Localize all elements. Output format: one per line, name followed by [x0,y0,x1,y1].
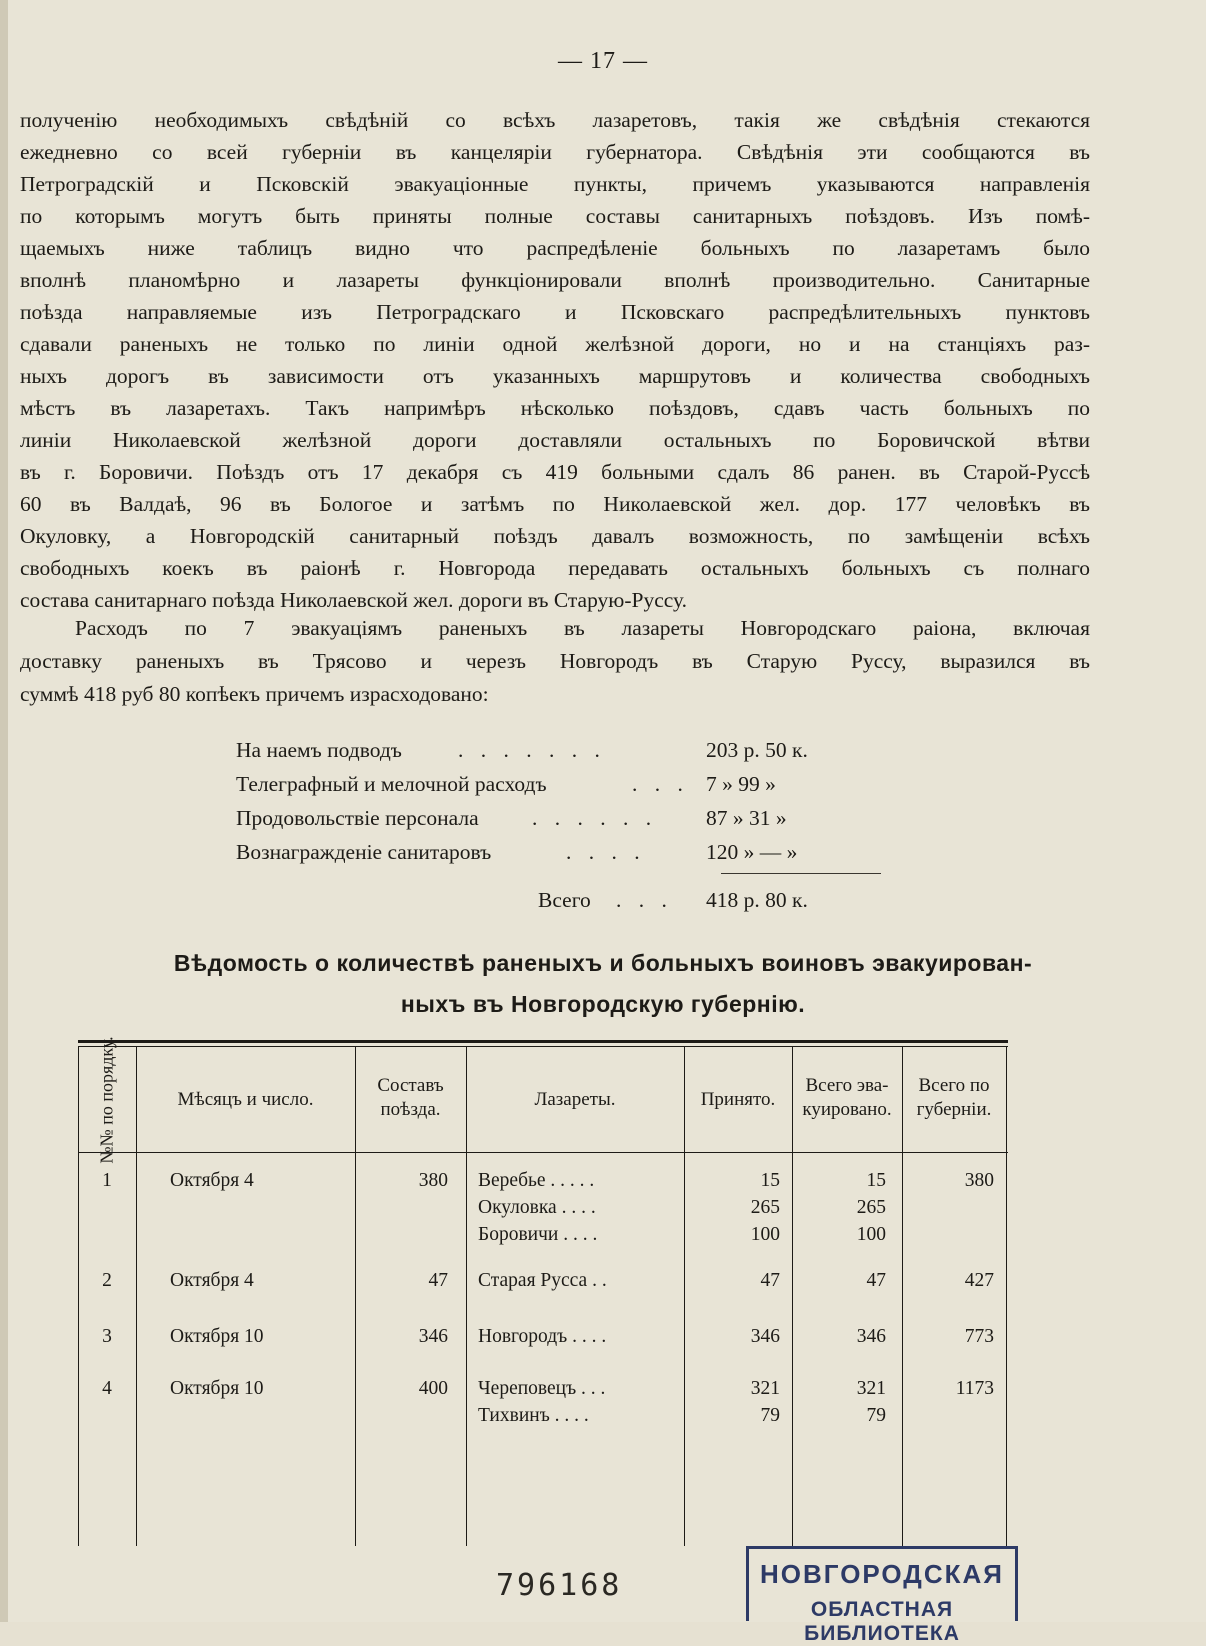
hospital-evacuated: 265 [856,1197,886,1218]
row-date: Октября 4 [170,1270,254,1291]
text-line: сдавали раненыхъ не только по линіи одной желѣзной дороги, но и на станціяхъ раз- [20,332,1090,356]
hospital-evacuated: 15 [866,1170,886,1191]
hospital-name: Веребье . . . . . [478,1170,595,1191]
text-line: линіи Николаевской желѣзной дороги доставляли остальныхъ по Боровичской вѣтви [20,428,1090,452]
expense-row [236,772,876,806]
header-date: Мѣсяцъ и число. [177,1089,314,1110]
expense-amount: 7 » 99 » [706,772,776,796]
hospital-received: 47 [760,1270,780,1291]
row-train: 380 [418,1170,448,1191]
hospital-evacuated: 321 [856,1378,886,1399]
text-line: вполнѣ планомѣрно и лазареты функціонировали вполнѣ производительно. Санитарные [20,268,1090,292]
text-line: по которымъ могутъ быть приняты полные составы санитарныхъ поѣздовъ. Изъ помѣ- [20,204,1090,228]
row-train: 346 [418,1326,448,1347]
row-province-total: 427 [964,1270,994,1291]
expense-dots: . . . . . . . [458,738,606,762]
hospital-name: Окуловка . . . . [478,1197,596,1218]
total-amount: 418 р. 80 к. [706,888,808,912]
col-divider [466,1046,467,1546]
table-rule-top [78,1040,1008,1043]
total-label: Всего [538,888,591,912]
text-line: ныхъ дорогъ въ зависимости отъ указанныхъ маршрутовъ и количества свободныхъ [20,364,1090,388]
hospital-name: Старая Русса . . [478,1270,607,1291]
header-train: Составъ поѣзда. [377,1075,444,1120]
text-line: 60 въ Валдаѣ, 96 въ Бологое и затѣмъ по Николаевской жел. дор. 177 человѣкъ въ [20,492,1090,516]
header-num-label: №№ по порядку. [97,1036,117,1164]
page-number: — 17 — [558,48,648,74]
expense-amount: 120 » — » [706,840,798,864]
header-received: Принято. [700,1089,776,1110]
header-evacuated: Всего эва- куировано. [802,1075,892,1120]
row-province-total: 380 [964,1170,994,1191]
hospital-name: Боровичи . . . . [478,1224,598,1245]
hospital-received: 100 [750,1224,780,1245]
expense-amount: 203 р. 50 к. [706,738,808,762]
total-dots: . . . [616,888,673,912]
text-line: въ г. Боровичи. Поѣздъ отъ 17 декабря съ 419 больными сдалъ 86 ранен. въ Старой-Руссѣ [20,460,1090,484]
text-line: мѣстъ въ лазаретахъ. Такъ напримѣръ нѣсколько поѣздовъ, сдавъ часть больныхъ по [20,396,1090,420]
expense-amount: 87 » 31 » [706,806,787,830]
stamp-line-2: ОБЛАСТНАЯ БИБЛИОТЕКА [804,1598,960,1645]
table-rule-top-thin [78,1046,1008,1047]
text-line: суммѣ 418 руб 80 копѣекъ причемъ израсходовано: [20,682,489,706]
text-line: Окуловку, а Новгородскій санитарный поѣздъ давалъ возможность, по замѣщеніи всѣхъ [20,524,1090,548]
row-province-total: 1173 [955,1378,994,1399]
hospital-evacuated: 346 [856,1326,886,1347]
text-line: полученію необходимыхъ свѣдѣній со всѣхъ лазаретовъ, такія же свѣдѣнія стекаются [20,108,1090,132]
expense-dots: . . . [632,772,689,796]
hospital-name: Тихвинъ . . . . [478,1405,589,1426]
row-number: 2 [102,1270,112,1291]
expense-label: Вознагражденіе санитаровъ [236,840,492,864]
hospital-name: Череповецъ . . . [478,1378,606,1399]
header-province: Всего по губерніи. [916,1075,992,1120]
inventory-number: 796168 [496,1568,623,1603]
hospital-evacuated: 47 [866,1270,886,1291]
text-line: ежедневно со всей губерніи въ канцеляріи губернатора. Свѣдѣнія эти сообщаются въ [20,140,1090,164]
hospital-name: Новгородъ . . . . [478,1326,607,1347]
header-num [78,1036,136,1164]
stamp-line-1: НОВГОРОДСКАЯ [760,1559,1004,1589]
hospital-evacuated: 100 [856,1224,886,1245]
text-line: щаемыхъ ниже таблицъ видно что распредѣленіе больныхъ по лазаретамъ было [20,236,1090,260]
row-train: 400 [418,1378,448,1399]
library-stamp [746,1546,1018,1645]
row-date: Октября 10 [170,1326,264,1347]
header-hospitals: Лазареты. [534,1089,616,1110]
expense-label: На наемъ подводъ [236,738,402,762]
text-line: Расходъ по 7 эвакуаціямъ раненыхъ въ лазареты Новгородскаго раіона, включая [75,616,1090,640]
row-date: Октября 10 [170,1378,264,1399]
table-title-line-2: ныхъ въ Новгородскую губернію. [400,991,806,1017]
hospital-received: 79 [760,1405,780,1426]
row-date: Октября 4 [170,1170,254,1191]
table-title-line-1: Вѣдомость о количествѣ раненыхъ и больныхъ воиновъ эвакуирован- [173,950,1033,976]
text-line: доставку раненыхъ въ Трясово и черезъ Новгородъ въ Старую Руссу, выразился въ [20,649,1090,673]
row-number: 3 [102,1326,112,1347]
paragraph-2 [20,612,1090,711]
expense-row [236,840,876,874]
row-province-total: 773 [964,1326,994,1347]
expense-dots: . . . . [566,840,646,864]
hospital-received: 265 [750,1197,780,1218]
expense-total [236,888,876,922]
hospital-evacuated: 79 [866,1405,886,1426]
expense-label: Продовольствіе персонала [236,806,479,830]
text-line: поѣзда направляемые изъ Петроградскаго и Псковскаго распредѣлительныхъ пунктовъ [20,300,1090,324]
hospital-received: 346 [750,1326,780,1347]
text-line: состава санитарнаго поѣзда Николаевской жел. дороги въ Старую-Руссу. [20,588,688,612]
evacuation-table [78,1036,1008,1540]
expense-row [236,738,876,772]
expense-dots: . . . . . . [532,806,658,830]
text-line: свободныхъ коекъ въ раіонѣ г. Новгорода передавать остальныхъ больныхъ съ полнаго [20,556,1090,580]
expense-label: Телеграфный и мелочной расходъ [236,772,547,796]
row-number: 1 [102,1170,112,1191]
hospital-received: 15 [760,1170,780,1191]
header-rule [78,1152,1008,1153]
page-edge [0,0,8,1622]
table-border-right [1006,1046,1007,1546]
row-number: 4 [102,1378,112,1399]
col-divider [136,1046,137,1546]
expense-row [236,806,876,840]
text-line: Петроградскій и Псковскій эвакуаціонные пункты, причемъ указываются направленія [20,172,1090,196]
paragraph-1 [20,104,1090,616]
row-train: 47 [428,1270,448,1291]
hospital-received: 321 [750,1378,780,1399]
col-divider [684,1046,685,1546]
